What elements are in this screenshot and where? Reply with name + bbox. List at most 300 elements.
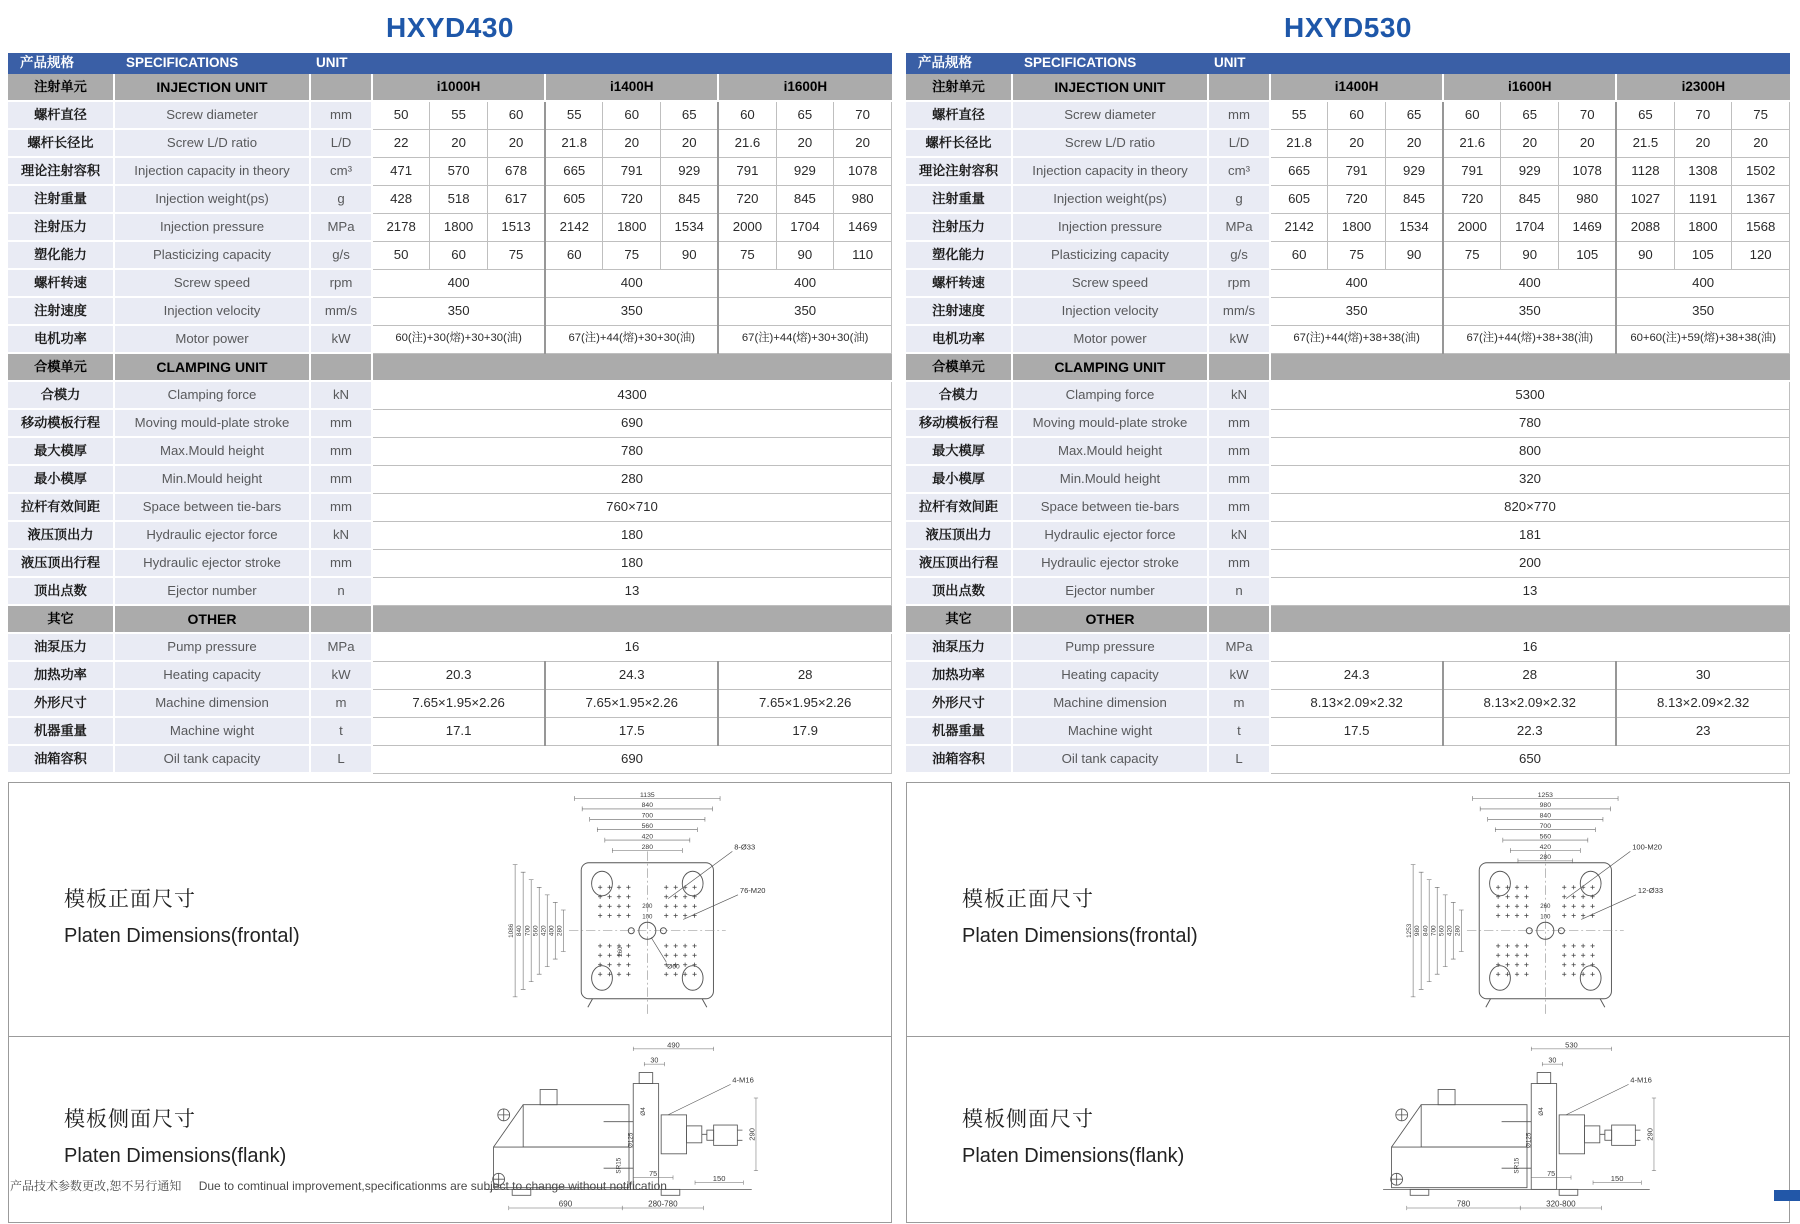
row-label-en: Plasticizing capacity xyxy=(114,241,310,269)
value-cell: 400 xyxy=(545,269,718,297)
row-label-en: Motor power xyxy=(114,325,310,353)
value-cell: 60(注)+30(熔)+30+30(油) xyxy=(372,325,545,353)
value-cell: 67(注)+44(熔)+38+38(油) xyxy=(1443,325,1616,353)
spec-table-left xyxy=(8,53,892,774)
platen-frontal-drawing xyxy=(449,783,789,1036)
row-label-zh: 螺杆长径比 xyxy=(8,129,114,157)
row-label-en: Clamping force xyxy=(1012,381,1208,409)
value-cell: 20 xyxy=(1732,129,1790,157)
dim-label: 280 xyxy=(1539,854,1552,862)
dim-label: SR15 xyxy=(615,1157,623,1174)
value-cell: 1513 xyxy=(487,213,545,241)
row-unit: kN xyxy=(1208,381,1270,409)
model-header: i2300H xyxy=(1616,74,1789,101)
value-cell: 1800 xyxy=(1328,213,1386,241)
row-label-zh: 螺杆转速 xyxy=(906,269,1012,297)
row-label-en: Machine dimension xyxy=(1012,689,1208,717)
value-cell: 20 xyxy=(661,129,719,157)
section-unit-cell xyxy=(1208,74,1270,101)
dim-label: 530 xyxy=(1565,1040,1578,1050)
dim-label: 260 xyxy=(616,946,624,957)
callout-leader xyxy=(651,937,666,962)
section-unit-cell xyxy=(1208,605,1270,633)
row-label-zh: 理论注射容积 xyxy=(906,157,1012,185)
value-cell: 5300 xyxy=(1270,381,1790,409)
model-header: i1000H xyxy=(372,74,545,101)
row-unit: MPa xyxy=(1208,213,1270,241)
row-unit: cm³ xyxy=(1208,157,1270,185)
section-label-en: INJECTION UNIT xyxy=(114,74,310,101)
value-cell: 75 xyxy=(718,241,776,269)
value-cell: 67(注)+44(熔)+30+30(油) xyxy=(545,325,718,353)
value-cell: 22 xyxy=(372,129,430,157)
right-spec-table-container xyxy=(906,53,1790,774)
section-label-zh: 注射单元 xyxy=(906,74,1012,101)
value-cell: 400 xyxy=(718,269,891,297)
dim-label: 840 xyxy=(1539,812,1552,820)
row-label-zh: 液压顶出力 xyxy=(8,521,114,549)
value-cell: 791 xyxy=(603,157,661,185)
value-cell: 20 xyxy=(834,129,892,157)
row-label-en: Clamping force xyxy=(114,381,310,409)
row-unit: mm xyxy=(1208,437,1270,465)
right-flank-label-block xyxy=(962,1103,1184,1168)
row-label-en: Screw speed xyxy=(114,269,310,297)
section-label-zh: 注射单元 xyxy=(8,74,114,101)
row-label-zh: 外形尺寸 xyxy=(906,689,1012,717)
value-cell: 70 xyxy=(1674,101,1732,129)
value-cell: 845 xyxy=(661,185,719,213)
dim-label: 980 xyxy=(1414,925,1422,937)
value-cell: 60 xyxy=(603,101,661,129)
dim-label: 840 xyxy=(1422,925,1430,937)
row-label-zh: 拉杆有效间距 xyxy=(8,493,114,521)
row-label-en: Machine dimension xyxy=(114,689,310,717)
value-cell: 16 xyxy=(372,633,892,661)
value-cell: 7.65×1.95×2.26 xyxy=(545,689,718,717)
value-cell: 110 xyxy=(834,241,892,269)
dim-label: 560 xyxy=(1438,925,1446,937)
hole-callout-label: 76-M20 xyxy=(739,885,766,895)
row-label-en: Heating capacity xyxy=(1012,661,1208,689)
dim-label: 290 xyxy=(1645,1127,1655,1141)
section-label-en: INJECTION UNIT xyxy=(1012,74,1208,101)
section-unit-cell xyxy=(310,353,372,381)
row-unit: mm xyxy=(1208,549,1270,577)
value-cell: 2000 xyxy=(1443,213,1501,241)
left-frontal-drawing-container xyxy=(449,783,789,1041)
value-cell: 791 xyxy=(1443,157,1501,185)
frontal-title-en: Platen Dimensions(frontal) xyxy=(962,925,1198,947)
row-label-en: Hydraulic ejector force xyxy=(1012,521,1208,549)
row-label-en: Oil tank capacity xyxy=(1012,745,1208,773)
hole-callout-label: 12-Ø33 xyxy=(1637,885,1664,895)
row-label-zh: 最小模厚 xyxy=(8,465,114,493)
section-label-zh: 合模单元 xyxy=(906,353,1012,381)
value-cell: 75 xyxy=(1328,241,1386,269)
dim-label: 840 xyxy=(516,925,524,937)
row-label-zh: 加热功率 xyxy=(906,661,1012,689)
value-cell: 350 xyxy=(1270,297,1443,325)
value-cell: 1704 xyxy=(776,213,834,241)
value-cell: 20 xyxy=(1328,129,1386,157)
machine-profile xyxy=(1383,1073,1650,1196)
row-unit: mm xyxy=(310,101,372,129)
value-cell: 17.5 xyxy=(545,717,718,745)
section-unit-cell xyxy=(1208,353,1270,381)
value-cell: 120 xyxy=(1732,241,1790,269)
value-cell: 8.13×2.09×2.32 xyxy=(1616,689,1789,717)
model-header: i1600H xyxy=(718,74,891,101)
value-cell: 181 xyxy=(1270,521,1790,549)
right-flank-section xyxy=(907,1037,1789,1221)
row-label-en: Injection velocity xyxy=(1012,297,1208,325)
value-cell: 845 xyxy=(1385,185,1443,213)
value-cell: 180 xyxy=(372,521,892,549)
value-cell: 2142 xyxy=(545,213,603,241)
value-cell: 21.8 xyxy=(1270,129,1328,157)
value-cell: 929 xyxy=(1501,157,1559,185)
column-header-unit: UNIT xyxy=(310,53,372,74)
row-label-en: Space between tie-bars xyxy=(1012,493,1208,521)
row-unit: n xyxy=(310,577,372,605)
left-frontal-label-block xyxy=(64,883,300,948)
value-cell: 70 xyxy=(834,101,892,129)
dim-label: 490 xyxy=(667,1040,680,1050)
row-label-zh: 电机功率 xyxy=(8,325,114,353)
dim-label: 1253 xyxy=(1406,923,1414,938)
row-unit: L/D xyxy=(1208,129,1270,157)
value-cell: 980 xyxy=(834,185,892,213)
row-label-zh: 塑化能力 xyxy=(8,241,114,269)
row-label-en: Screw diameter xyxy=(114,101,310,129)
dim-label: Ø125 xyxy=(627,1132,635,1149)
value-cell: 55 xyxy=(545,101,603,129)
row-unit: mm/s xyxy=(1208,297,1270,325)
platen-flank-drawing xyxy=(1327,1037,1727,1219)
value-cell: 280 xyxy=(372,465,892,493)
value-cell: 55 xyxy=(1270,101,1328,129)
section-unit-cell xyxy=(310,605,372,633)
flank-title-en: Platen Dimensions(flank) xyxy=(64,1145,287,1167)
frontal-title-zh: 模板正面尺寸 xyxy=(962,888,1094,911)
value-cell: 929 xyxy=(1385,157,1443,185)
dim-label: Ø4 xyxy=(640,1107,648,1116)
value-cell: 20 xyxy=(1501,129,1559,157)
value-cell: 23 xyxy=(1616,717,1789,745)
row-unit: cm³ xyxy=(310,157,372,185)
left-flank-drawing-container xyxy=(429,1037,829,1224)
frontal-title-en: Platen Dimensions(frontal) xyxy=(64,925,300,947)
footer-note-zh: 产品技术参数更改,恕不另行通知 xyxy=(10,1179,182,1193)
value-cell: 20 xyxy=(776,129,834,157)
value-cell: 350 xyxy=(545,297,718,325)
value-cell: 67(注)+44(熔)+38+38(油) xyxy=(1270,325,1443,353)
value-cell: 17.1 xyxy=(372,717,545,745)
left-spec-table-container xyxy=(8,53,892,774)
column-header-specifications: SPECIFICATIONS xyxy=(1012,53,1208,74)
value-cell: 820×770 xyxy=(1270,493,1790,521)
value-cell: 90 xyxy=(1385,241,1443,269)
value-cell: 1502 xyxy=(1732,157,1790,185)
value-cell: 1078 xyxy=(834,157,892,185)
dim-label: 260 xyxy=(1540,903,1551,911)
row-label-en: Heating capacity xyxy=(114,661,310,689)
row-label-en: Min.Mould height xyxy=(114,465,310,493)
dim-label: 420 xyxy=(1446,925,1454,937)
value-cell: 20.3 xyxy=(372,661,545,689)
row-label-en: Injection capacity in theory xyxy=(1012,157,1208,185)
value-cell: 20 xyxy=(1385,129,1443,157)
dim-label: 560 xyxy=(532,925,540,937)
hole-callout-label: 100-M20 xyxy=(1632,842,1663,852)
row-label-en: Motor power xyxy=(1012,325,1208,353)
row-label-zh: 最大模厚 xyxy=(906,437,1012,465)
value-cell: 21.8 xyxy=(545,129,603,157)
row-label-zh: 电机功率 xyxy=(906,325,1012,353)
value-cell: 1027 xyxy=(1616,185,1674,213)
row-unit: kW xyxy=(1208,661,1270,689)
hole-callout-label: 8-Ø33 xyxy=(734,842,756,852)
flank-title-zh: 模板侧面尺寸 xyxy=(64,1108,196,1131)
dim-label: Ø125 xyxy=(1525,1132,1533,1149)
value-cell: 350 xyxy=(1443,297,1616,325)
dim-label: 700 xyxy=(641,812,654,820)
platen-outline xyxy=(1479,863,1611,1008)
centerlines xyxy=(569,851,726,1013)
value-cell: 21.5 xyxy=(1616,129,1674,157)
row-label-zh: 液压顶出行程 xyxy=(8,549,114,577)
value-cell: 65 xyxy=(1385,101,1443,129)
row-label-en: Space between tie-bars xyxy=(114,493,310,521)
value-cell: 1568 xyxy=(1732,213,1790,241)
dim-label: 690 xyxy=(558,1199,573,1209)
value-cell: 50 xyxy=(372,101,430,129)
row-label-zh: 加热功率 xyxy=(8,661,114,689)
value-cell: 350 xyxy=(1616,297,1789,325)
value-cell: 1534 xyxy=(661,213,719,241)
right-flank-drawing-container xyxy=(1327,1037,1727,1224)
row-label-zh: 合模力 xyxy=(8,381,114,409)
value-cell: 105 xyxy=(1674,241,1732,269)
column-header-unit: UNIT xyxy=(1208,53,1270,74)
value-cell: 20 xyxy=(1674,129,1732,157)
dim-label: 980 xyxy=(1539,802,1552,810)
value-cell: 60+60(注)+59(熔)+38+38(油) xyxy=(1616,325,1789,353)
value-cell: 650 xyxy=(1270,745,1790,773)
right-frontal-drawing-container xyxy=(1347,783,1687,1041)
value-cell: 1367 xyxy=(1732,185,1790,213)
callout-leader xyxy=(1566,1084,1629,1114)
dim-label: 30 xyxy=(1548,1055,1557,1065)
left-column xyxy=(8,4,892,1223)
row-label-zh: 螺杆直径 xyxy=(906,101,1012,129)
dim-label: 320-800 xyxy=(1546,1199,1576,1209)
value-cell: 21.6 xyxy=(718,129,776,157)
value-cell: 617 xyxy=(487,185,545,213)
row-unit: t xyxy=(310,717,372,745)
value-cell: 105 xyxy=(1559,241,1617,269)
row-unit: g/s xyxy=(310,241,372,269)
value-cell: 518 xyxy=(430,185,488,213)
row-label-zh: 机器重量 xyxy=(906,717,1012,745)
value-cell: 760×710 xyxy=(372,493,892,521)
row-unit: mm xyxy=(310,437,372,465)
row-label-zh: 理论注射容积 xyxy=(8,157,114,185)
dim-label: 420 xyxy=(540,925,548,937)
column-header-product-spec: 产品规格 xyxy=(906,53,1012,74)
row-unit: kN xyxy=(310,521,372,549)
value-cell: 845 xyxy=(1501,185,1559,213)
value-cell: 65 xyxy=(661,101,719,129)
value-cell: 2000 xyxy=(718,213,776,241)
section-label-zh: 其它 xyxy=(8,605,114,633)
row-label-zh: 油泵压力 xyxy=(906,633,1012,661)
header-filler xyxy=(372,53,892,74)
row-label-zh: 油箱容积 xyxy=(8,745,114,773)
row-label-en: Ejector number xyxy=(1012,577,1208,605)
row-unit: g xyxy=(310,185,372,213)
row-label-en: Injection velocity xyxy=(114,297,310,325)
value-cell: 180 xyxy=(372,549,892,577)
value-cell: 400 xyxy=(1270,269,1443,297)
value-cell: 13 xyxy=(372,577,892,605)
section-label-zh: 合模单元 xyxy=(8,353,114,381)
platen-frontal-drawing xyxy=(1347,783,1687,1036)
value-cell: 665 xyxy=(545,157,603,185)
row-label-en: Injection pressure xyxy=(114,213,310,241)
value-cell: 780 xyxy=(1270,409,1790,437)
section-filler xyxy=(372,605,892,633)
section-label-en: CLAMPING UNIT xyxy=(114,353,310,381)
row-label-zh: 螺杆长径比 xyxy=(906,129,1012,157)
row-unit: kN xyxy=(1208,521,1270,549)
right-drawings-panel xyxy=(906,782,1790,1223)
row-label-en: Hydraulic ejector stroke xyxy=(114,549,310,577)
row-label-en: Injection pressure xyxy=(1012,213,1208,241)
value-cell: 605 xyxy=(1270,185,1328,213)
value-cell: 720 xyxy=(718,185,776,213)
left-frontal-section xyxy=(9,783,891,1037)
row-unit: g xyxy=(1208,185,1270,213)
row-label-en: Screw L/D ratio xyxy=(1012,129,1208,157)
value-cell: 400 xyxy=(1616,269,1789,297)
row-unit: MPa xyxy=(310,633,372,661)
dim-label: 75 xyxy=(649,1168,658,1178)
section-label-en: OTHER xyxy=(1012,605,1208,633)
value-cell: 605 xyxy=(545,185,603,213)
row-label-en: Ejector number xyxy=(114,577,310,605)
row-label-en: Max.Mould height xyxy=(1012,437,1208,465)
row-unit: mm xyxy=(310,465,372,493)
value-cell: 320 xyxy=(1270,465,1790,493)
dim-label: 780 xyxy=(1456,1199,1471,1209)
value-cell: 90 xyxy=(1616,241,1674,269)
row-label-zh: 塑化能力 xyxy=(906,241,1012,269)
value-cell: 791 xyxy=(1328,157,1386,185)
header-filler xyxy=(1270,53,1790,74)
value-cell: 28 xyxy=(1443,661,1616,689)
value-cell: 1800 xyxy=(603,213,661,241)
row-label-en: Injection weight(ps) xyxy=(1012,185,1208,213)
value-cell: 8.13×2.09×2.32 xyxy=(1270,689,1443,717)
value-cell: 24.3 xyxy=(1270,661,1443,689)
value-cell: 1128 xyxy=(1616,157,1674,185)
row-label-zh: 拉杆有效间距 xyxy=(906,493,1012,521)
value-cell: 471 xyxy=(372,157,430,185)
dim-label: 700 xyxy=(1539,822,1552,830)
value-cell: 16 xyxy=(1270,633,1790,661)
value-cell: 22.3 xyxy=(1443,717,1616,745)
row-label-en: Oil tank capacity xyxy=(114,745,310,773)
value-cell: 720 xyxy=(1328,185,1386,213)
row-label-en: Injection weight(ps) xyxy=(114,185,310,213)
value-cell: 1704 xyxy=(1501,213,1559,241)
row-unit: kW xyxy=(310,325,372,353)
row-unit: MPa xyxy=(1208,633,1270,661)
dim-label: 75 xyxy=(1547,1168,1556,1178)
row-label-zh: 最大模厚 xyxy=(8,437,114,465)
value-cell: 70 xyxy=(1559,101,1617,129)
row-label-zh: 注射重量 xyxy=(8,185,114,213)
value-cell: 28 xyxy=(718,661,891,689)
row-label-zh: 移动模板行程 xyxy=(8,409,114,437)
value-cell: 90 xyxy=(1501,241,1559,269)
value-cell: 60 xyxy=(1443,101,1501,129)
dim-label: 1253 xyxy=(1537,791,1553,799)
row-unit: mm xyxy=(1208,493,1270,521)
row-unit: m xyxy=(1208,689,1270,717)
value-cell: 720 xyxy=(603,185,661,213)
column-header-product-spec: 产品规格 xyxy=(8,53,114,74)
value-cell: 60 xyxy=(1328,101,1386,129)
row-unit: kW xyxy=(1208,325,1270,353)
footer-note-en: Due to comtinual improvement,specificationms are subject to change without notification xyxy=(198,1179,667,1193)
value-cell: 1469 xyxy=(834,213,892,241)
value-cell: 55 xyxy=(430,101,488,129)
center-callout-label: Ø60 xyxy=(667,963,680,971)
value-cell: 8.13×2.09×2.32 xyxy=(1443,689,1616,717)
row-label-zh: 注射速度 xyxy=(8,297,114,325)
row-label-en: Screw L/D ratio xyxy=(114,129,310,157)
value-cell: 75 xyxy=(487,241,545,269)
left-drawings-panel xyxy=(8,782,892,1223)
row-unit: mm xyxy=(310,493,372,521)
value-cell: 350 xyxy=(372,297,545,325)
section-unit-cell xyxy=(310,74,372,101)
dim-label: 420 xyxy=(1539,843,1552,851)
row-unit: g/s xyxy=(1208,241,1270,269)
right-frontal-section xyxy=(907,783,1789,1037)
dim-label: 560 xyxy=(641,822,654,830)
row-unit: L xyxy=(1208,745,1270,773)
value-cell: 800 xyxy=(1270,437,1790,465)
dim-label: 420 xyxy=(641,833,654,841)
callout-leader xyxy=(683,895,738,920)
value-cell: 2142 xyxy=(1270,213,1328,241)
row-unit: L xyxy=(310,745,372,773)
section-label-en: CLAMPING UNIT xyxy=(1012,353,1208,381)
row-unit: mm/s xyxy=(310,297,372,325)
value-cell: 665 xyxy=(1270,157,1328,185)
value-cell: 690 xyxy=(372,745,892,773)
row-label-en: Plasticizing capacity xyxy=(1012,241,1208,269)
dim-label: 280 xyxy=(641,843,654,851)
dim-label: 100 xyxy=(642,913,653,921)
row-unit: m xyxy=(310,689,372,717)
row-label-zh: 螺杆直径 xyxy=(8,101,114,129)
row-unit: mm xyxy=(1208,465,1270,493)
